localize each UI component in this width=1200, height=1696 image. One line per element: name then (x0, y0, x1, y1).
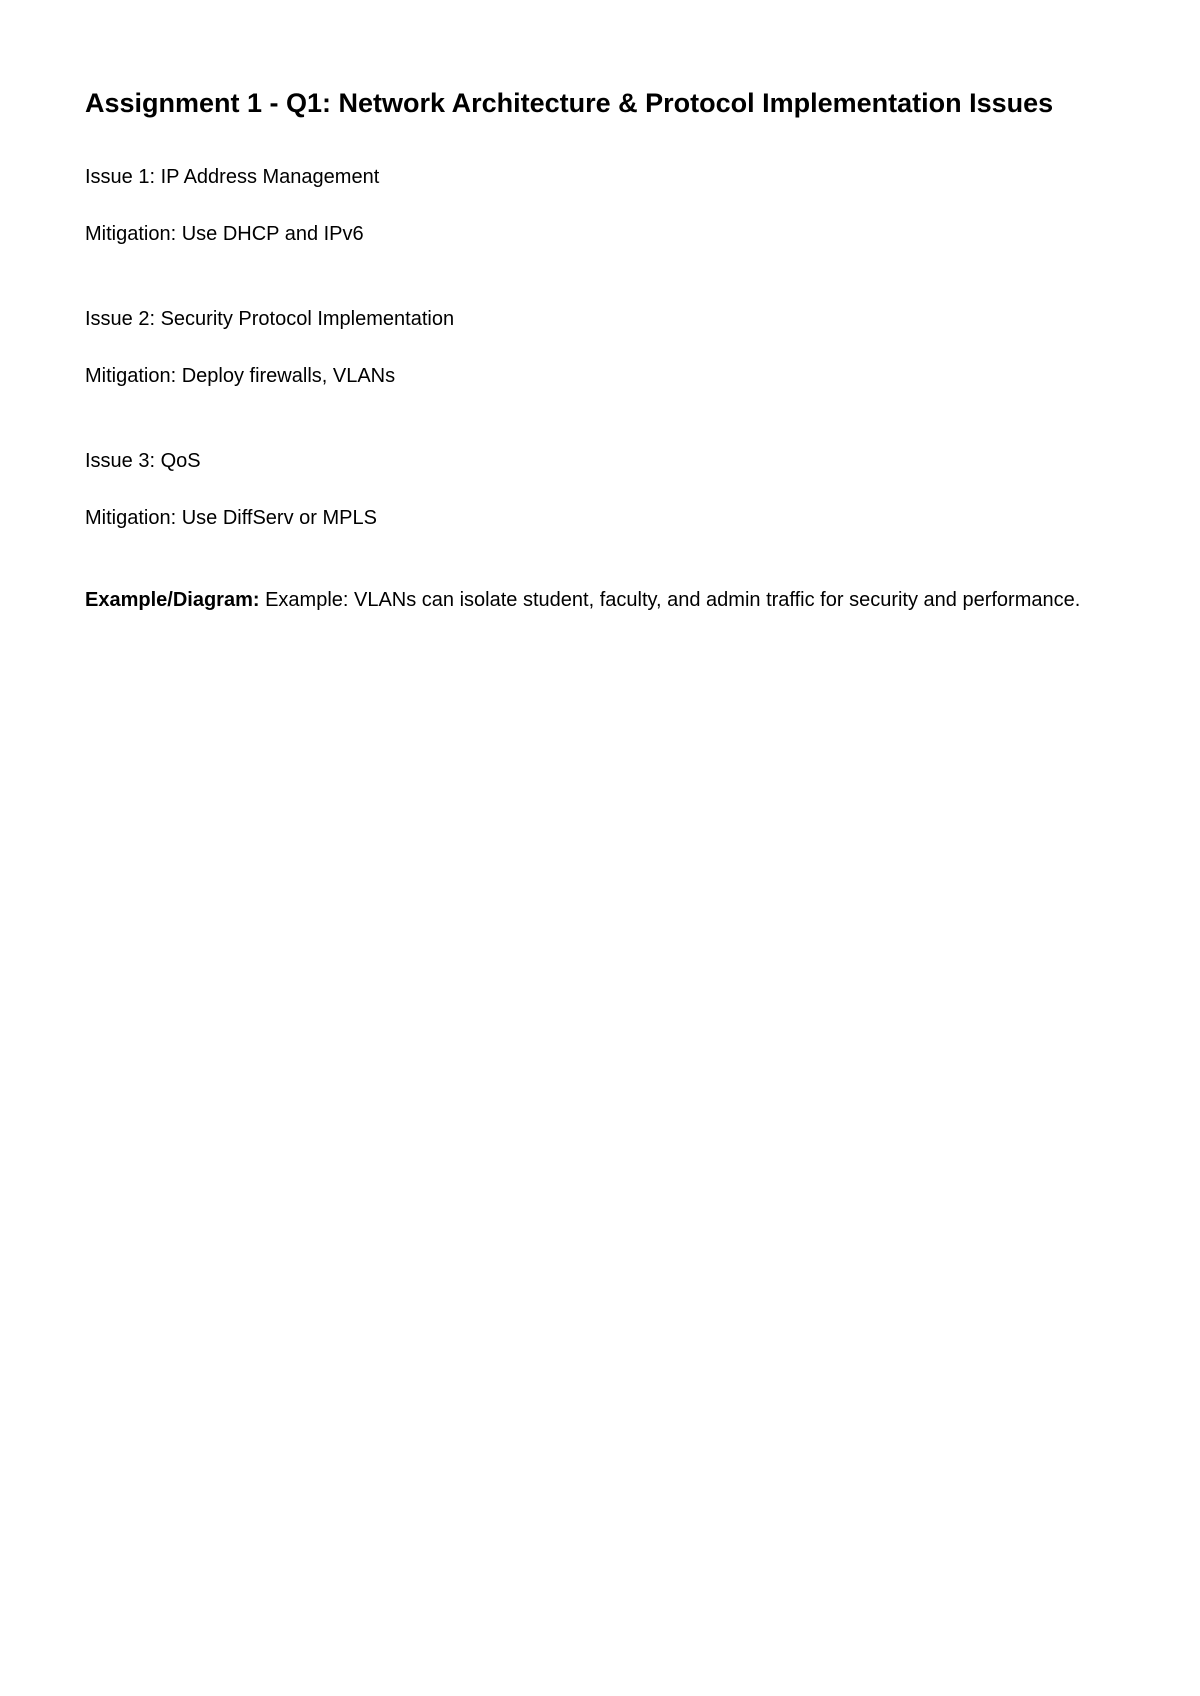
issue-1-mitigation-text: Mitigation: Use DHCP and IPv6 (85, 223, 364, 245)
issue-2-text: Issue 2: Security Protocol Implementation (85, 308, 455, 330)
page-title: Assignment 1 - Q1: Network Architecture & Protocol Implementation Issues (85, 88, 1054, 118)
example-text: Example: VLANs can isolate student, faculty, and admin traffic for security and performance. (265, 589, 1081, 611)
issue-2-mitigation-text: Mitigation: Deploy firewalls, VLANs (85, 365, 396, 387)
example-label: Example/Diagram: (85, 589, 260, 611)
issue-1-text: Issue 1: IP Address Management (85, 166, 380, 188)
example-paragraph (85, 586, 1125, 614)
issue-3-mitigation-text: Mitigation: Use DiffServ or MPLS (85, 507, 377, 529)
issue-3-text: Issue 3: QoS (85, 450, 201, 472)
